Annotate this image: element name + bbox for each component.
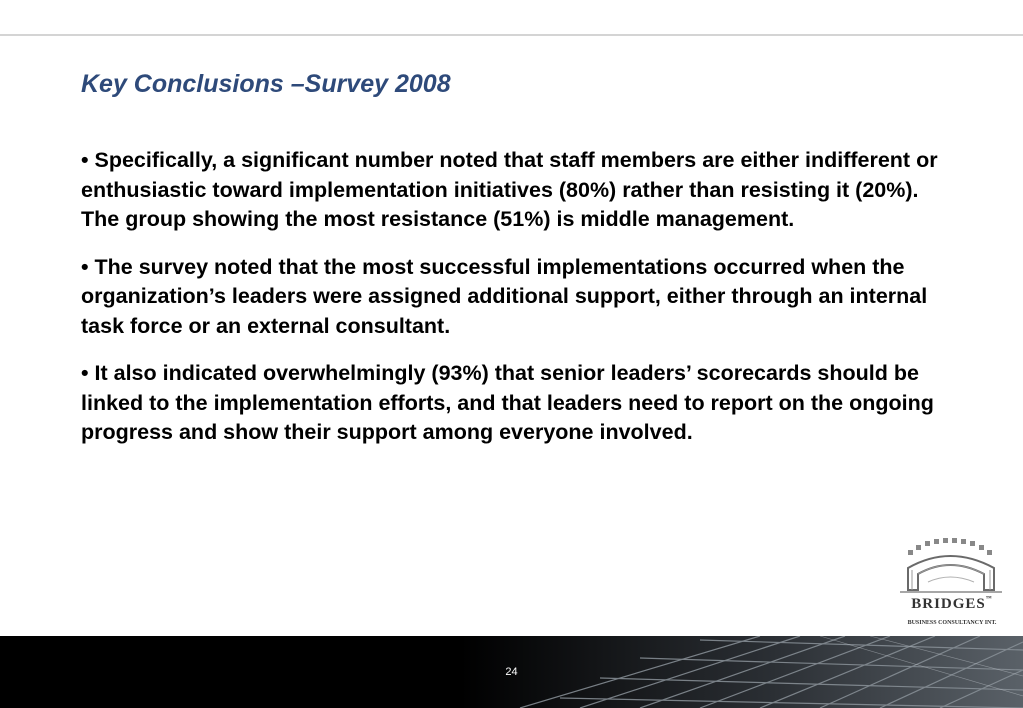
logo-subtitle: BUSINESS CONSULTANCY INT. bbox=[907, 620, 997, 626]
bridges-logo bbox=[898, 534, 1006, 632]
logo-trademark: ™ bbox=[985, 596, 993, 602]
bridge-arch-icon bbox=[898, 534, 1006, 596]
bullet-item: • The survey noted that the most successful implementations occurred when the organization’s leaders were assigned additional support, either through an internal task force or an external consultant. bbox=[81, 254, 928, 338]
bullet-list bbox=[81, 146, 941, 466]
slide-title: Key Conclusions –Survey 2008 bbox=[81, 70, 451, 98]
bullet-item: • It also indicated overwhelmingly (93%) that senior leaders’ scorecards should be linked to the implementation efforts, and that leaders need to report on the ongoing progress and show their support among everyone involved. bbox=[81, 361, 934, 444]
footer-band bbox=[0, 636, 1023, 708]
logo-name: BRIDGES bbox=[911, 596, 986, 612]
header-rule bbox=[0, 34, 1023, 36]
bullet-item: • Specifically, a significant number noted that staff members are either indifferent or enthusiastic toward implementation initiatives (80%) rather than resisting it (20%). The group showing the most resistance (51%) is middle management. bbox=[81, 148, 938, 231]
page-number: 24 bbox=[505, 666, 518, 678]
